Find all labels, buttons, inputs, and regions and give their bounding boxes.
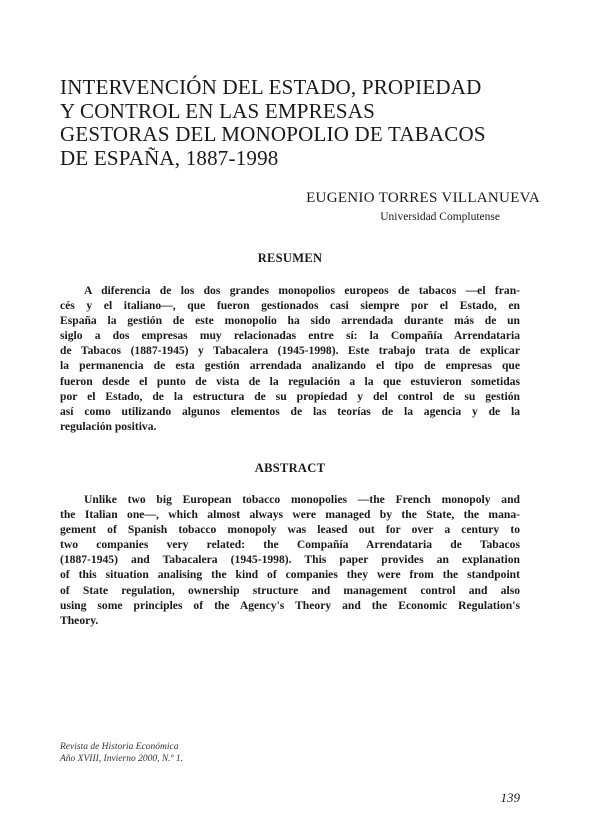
abstract-line: Theory.: [60, 613, 99, 627]
author-name: EUGENIO TORRES VILLANUEVA: [306, 190, 540, 206]
resumen-line: por el Estado, de la estructura de su propiedad y del control de su gestión: [60, 389, 520, 403]
abstract-line: Unlike two big European tobacco monopolies —the French monopoly and: [84, 493, 520, 506]
resumen-line: así como utilizando algunos elementos de las teorías de la agencia y de la: [60, 404, 520, 418]
resumen-line: regulación positiva.: [60, 419, 157, 433]
article-title: [60, 76, 530, 170]
resumen-heading: RESUMEN: [257, 251, 323, 265]
abstract-line: of this situation analising the kind of companies they were from the standpoint: [60, 568, 520, 582]
journal-footnote: [60, 741, 260, 765]
abstract-heading: ABSTRACT: [254, 461, 326, 475]
resumen-line: cés y el italiano—, que fueron gestionados casi siempre por el Estado, en: [60, 299, 520, 313]
abstract-line: the Italian one—, which almost always were managed by the State, the mana-: [60, 508, 520, 522]
resumen-line: de Tabacos (1887-1945) y Tabacalera (1945-1998). Este trabajo trata de explicar: [60, 344, 520, 358]
resumen-line: A diferencia de los dos grandes monopolios europeos de tabacos —el fran-: [84, 284, 520, 297]
abstract-line: of State regulation, ownership structure and management control and also: [60, 583, 520, 597]
author-affiliation: Universidad Complutense: [380, 211, 500, 223]
resumen-line: siglo a dos empresas muy relacionadas entre sí: la Compañía Arrendataria: [60, 329, 520, 343]
title-line: DE ESPAÑA, 1887-1998: [60, 145, 279, 170]
page-number: 139: [500, 790, 520, 805]
resumen-paragraph: [60, 283, 520, 434]
journal-issue: Año XVIII, Invierno 2000, N.º 1.: [60, 754, 183, 764]
resumen-line: fueron desde el punto de vista de la regulación a la que estuvieron sometidas: [60, 374, 520, 388]
title-line: INTERVENCIÓN DEL ESTADO, PROPIEDAD: [60, 75, 482, 99]
resumen-line: la permanencia de esta gestión arrendada analizando el tipo de empresas que: [60, 359, 520, 373]
abstract-line: (1887-1945) and Tabacalera (1945-1998). This paper provides an explanation: [60, 553, 520, 567]
abstract-paragraph: [60, 492, 520, 628]
title-line: GESTORAS DEL MONOPOLIO DE TABACOS: [60, 122, 486, 146]
abstract-line: using some principles of the Agency's Theory and the Economic Regulation's: [60, 598, 520, 612]
title-line: Y CONTROL EN LAS EMPRESAS: [60, 98, 375, 123]
journal-name: Revista de Historia Económica: [60, 742, 179, 752]
resumen-line: España la gestión de este monopolio ha sido arrendada durante más de un: [60, 314, 520, 328]
abstract-line: gement of Spanish tobacco monopoly was leased out for over a century to: [60, 523, 520, 537]
abstract-line: two companies very related: the Compañía Arrendataria de Tabacos: [60, 538, 520, 552]
